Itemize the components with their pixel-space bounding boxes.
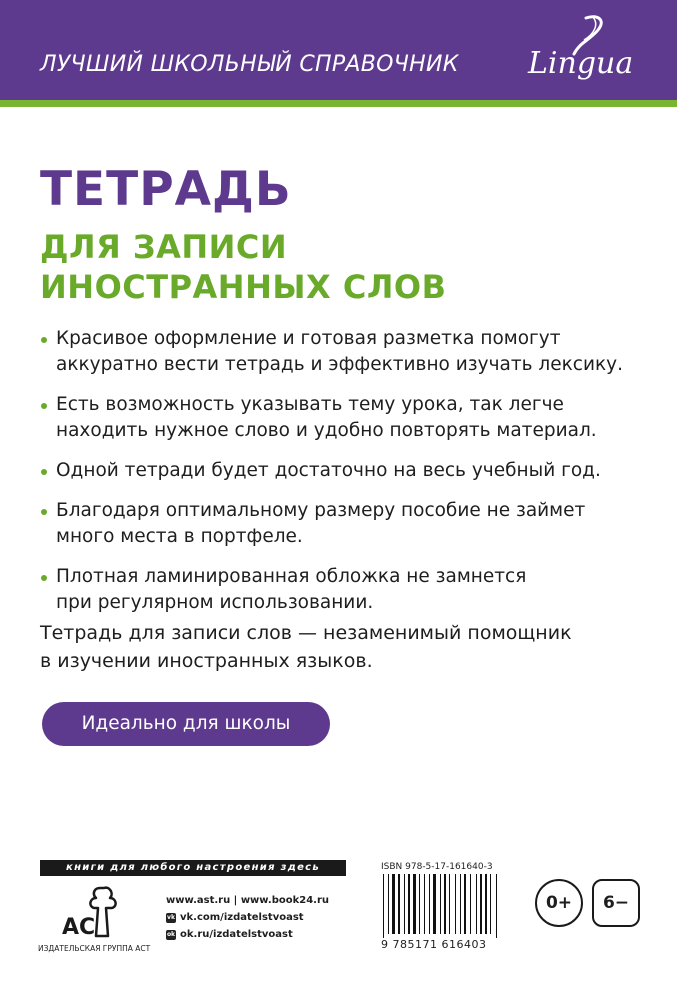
lingua-logo (528, 10, 663, 90)
barcode (381, 874, 518, 938)
feature-item (40, 564, 660, 616)
publisher-group: ИЗДАТЕЛЬСКАЯ ГРУППА АСТ (38, 944, 151, 953)
barcode-bar (496, 874, 497, 938)
header-bar (0, 0, 677, 100)
publisher-logo (58, 882, 128, 942)
barcode-bar (398, 874, 400, 934)
age-rating-0: 0+ (535, 879, 583, 927)
feature-item (40, 392, 660, 444)
feature-line: находить нужное слово и удобно повторять материал. (56, 420, 597, 441)
bullet-icon (41, 509, 47, 515)
ok-link[interactable] (166, 926, 329, 943)
ok-text: ok.ru/izdatelstvoast (180, 929, 293, 940)
school-badge: Идеально для школы (42, 702, 330, 746)
barcode-bar (433, 874, 436, 934)
barcode-bar (383, 874, 384, 938)
bullet-icon (41, 469, 47, 475)
ast-logo-icon (58, 882, 128, 942)
logo-wordmark: Lingua (528, 46, 634, 81)
web-links[interactable]: www.ast.ru | www.book24.ru (166, 895, 330, 906)
feature-line: много места в портфеле. (56, 526, 303, 547)
feature-line: Есть возможность указывать тему урока, так легче (56, 394, 564, 415)
barcode-bar (460, 874, 461, 934)
barcode-bar (424, 874, 425, 934)
barcode-bar (419, 874, 420, 934)
feature-line: Одной тетради будет достаточно на весь учебный год. (56, 460, 601, 481)
tagline-bar: книги для любого настроения здесь (40, 860, 346, 876)
barcode-bar (440, 874, 441, 934)
barcode-bar (408, 874, 410, 934)
feature-item (40, 326, 660, 378)
feature-item (40, 498, 660, 550)
barcode-bar (485, 874, 487, 934)
isbn-text: ISBN 978-5-17-161640-3 (381, 862, 493, 872)
barcode-number: 9 785171 616403 (381, 938, 487, 951)
header-stripe (0, 100, 677, 107)
vk-text: vk.com/izdatelstvoast (180, 912, 304, 923)
book-subtitle (40, 227, 446, 307)
barcode-bar (444, 874, 446, 934)
subtitle-line: ДЛЯ ЗАПИСИ (40, 228, 288, 266)
barcode-bar (388, 874, 389, 934)
feature-line: Благодаря оптимальному размеру пособие не займет (56, 500, 586, 521)
barcode-bar (455, 874, 456, 934)
barcode-bar (392, 874, 395, 934)
barcode-bar (413, 874, 416, 934)
barcode-bar (480, 874, 482, 934)
description (40, 619, 640, 675)
feature-line: аккуратно вести тетрадь и эффективно изучать лексику. (56, 354, 623, 375)
bullet-icon (41, 403, 47, 409)
barcode-bar (470, 874, 471, 934)
barcode-bar (490, 874, 491, 934)
vk-link[interactable] (166, 909, 329, 926)
feature-list (40, 326, 660, 630)
ok-icon: ok (166, 930, 176, 938)
barcode-bar (404, 874, 405, 934)
feature-line: Плотная ламинированная обложка не замнется (56, 566, 527, 587)
barcode-bar (464, 874, 466, 934)
barcode-bar (449, 874, 450, 934)
feature-line: Красивое оформление и готовая разметка помогут (56, 328, 561, 349)
barcode-bar (429, 874, 430, 934)
bullet-icon (41, 337, 47, 343)
book-title: ТЕТРАДЬ (40, 162, 292, 217)
series-title: ЛУЧШИЙ ШКОЛЬНЫЙ СПРАВОЧНИК (40, 52, 459, 77)
svg-text:AC: AC (62, 915, 96, 940)
feature-item (40, 458, 660, 484)
age-rating-6: 6− (592, 879, 640, 927)
vk-icon: vk (167, 913, 175, 921)
subtitle-line: ИНОСТРАННЫХ СЛОВ (40, 268, 447, 306)
description-line: Тетрадь для записи слов — незаменимый помощник (40, 622, 572, 644)
description-line: в изучении иностранных языков. (40, 650, 373, 672)
bullet-icon (41, 575, 47, 581)
feature-line: при регулярном использовании. (56, 592, 374, 613)
barcode-bar (476, 874, 477, 934)
publisher-links (166, 892, 329, 943)
